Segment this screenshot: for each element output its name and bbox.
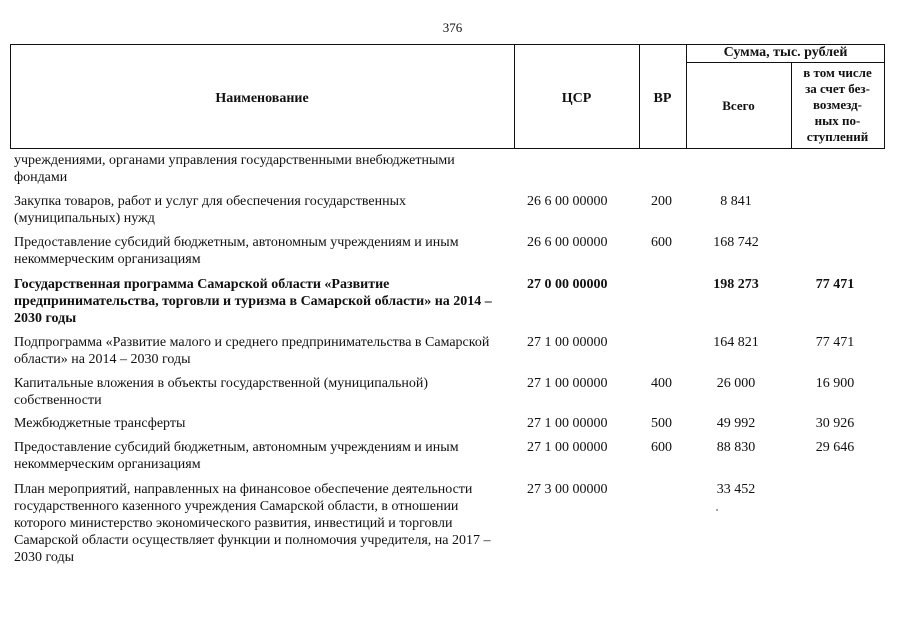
row-total: 49 992 — [716, 416, 756, 431]
row-name: Закупка товаров, работ и услуг для обеспечения государственных (муниципальных) нужд — [14, 194, 407, 226]
row-name: Капитальные вложения в объекты государственной (муниципальной) собственности — [14, 376, 429, 408]
row-csr: 27 1 00 00000 — [527, 416, 608, 431]
header-total: Всего — [722, 98, 755, 113]
header-free-line: за счет без- — [805, 81, 870, 96]
row-total: 88 830 — [716, 440, 756, 455]
row-csr: 27 1 00 00000 — [527, 335, 608, 350]
row-vr: 500 — [651, 416, 672, 431]
header-sum-group: Сумма, тыс. рублей — [723, 45, 848, 60]
row-name: Предоставление субсидий бюджетным, автономным учреждениям и иным некоммерческим организациям — [14, 440, 459, 472]
row-name: учреждениями, органами управления государственными внебюджетными фондами — [14, 153, 455, 185]
row-free: 77 471 — [815, 335, 855, 350]
row-free: 77 471 — [815, 277, 855, 292]
row-csr: 26 6 00 00000 — [527, 235, 608, 250]
row-csr: 27 1 00 00000 — [527, 440, 608, 455]
header-bottom-border — [10, 148, 885, 149]
row-csr: 27 3 00 00000 — [527, 482, 608, 497]
row-free: 29 646 — [815, 440, 855, 455]
page-number: 376 — [442, 20, 463, 35]
row-name: Государственная программа Самарской области «Развитие предпринимательства, торговли и туризма в Самарской области» на 2014 – 2030 годы — [14, 277, 492, 326]
row-name: Подпрограмма «Развитие малого и среднего предпринимательства в Самарской области» на 2014 – 2030 годы — [14, 335, 490, 367]
header-free-line: ных по- — [814, 113, 861, 128]
row-csr: 27 1 00 00000 — [527, 376, 608, 391]
row-free: 30 926 — [815, 416, 855, 431]
scan-speck — [716, 509, 718, 511]
row-total: 26 000 — [716, 376, 756, 391]
header-free-line: ступлений — [806, 129, 869, 144]
row-total: 198 273 — [713, 277, 759, 292]
sum-group-underline — [686, 62, 885, 63]
row-free: 16 900 — [815, 376, 855, 391]
header-free-line: возмезд- — [813, 97, 862, 112]
row-total: 168 742 — [713, 235, 759, 250]
row-total: 8 841 — [720, 194, 752, 209]
row-name: План мероприятий, направленных на финансовое обеспечение деятельности государственного казенного учреждения Самарской области, в отношении которого министерство экономического развития, инвестиций и торговли Самарской области осуществляет функции и полномочия учредителя, на 2017 – 2030 годы — [14, 482, 491, 565]
row-name: Предоставление субсидий бюджетным, автономным учреждениям и иным некоммерческим организациям — [14, 235, 459, 267]
header-free-cell — [791, 65, 884, 145]
row-vr: 600 — [651, 440, 672, 455]
row-csr: 26 6 00 00000 — [527, 194, 608, 209]
header-csr: ЦСР — [561, 91, 592, 106]
row-vr: 600 — [651, 235, 672, 250]
row-csr: 27 0 00 00000 — [527, 277, 608, 292]
row-name: Межбюджетные трансферты — [14, 416, 186, 431]
row-vr: 200 — [651, 194, 672, 209]
header-free-line: в том числе — [803, 65, 872, 80]
header-vr: ВР — [653, 91, 672, 106]
table-header — [10, 44, 885, 150]
row-total: 164 821 — [713, 335, 759, 350]
row-vr: 400 — [651, 376, 672, 391]
header-name: Наименование — [215, 91, 309, 106]
row-total: 33 452 — [716, 482, 756, 497]
